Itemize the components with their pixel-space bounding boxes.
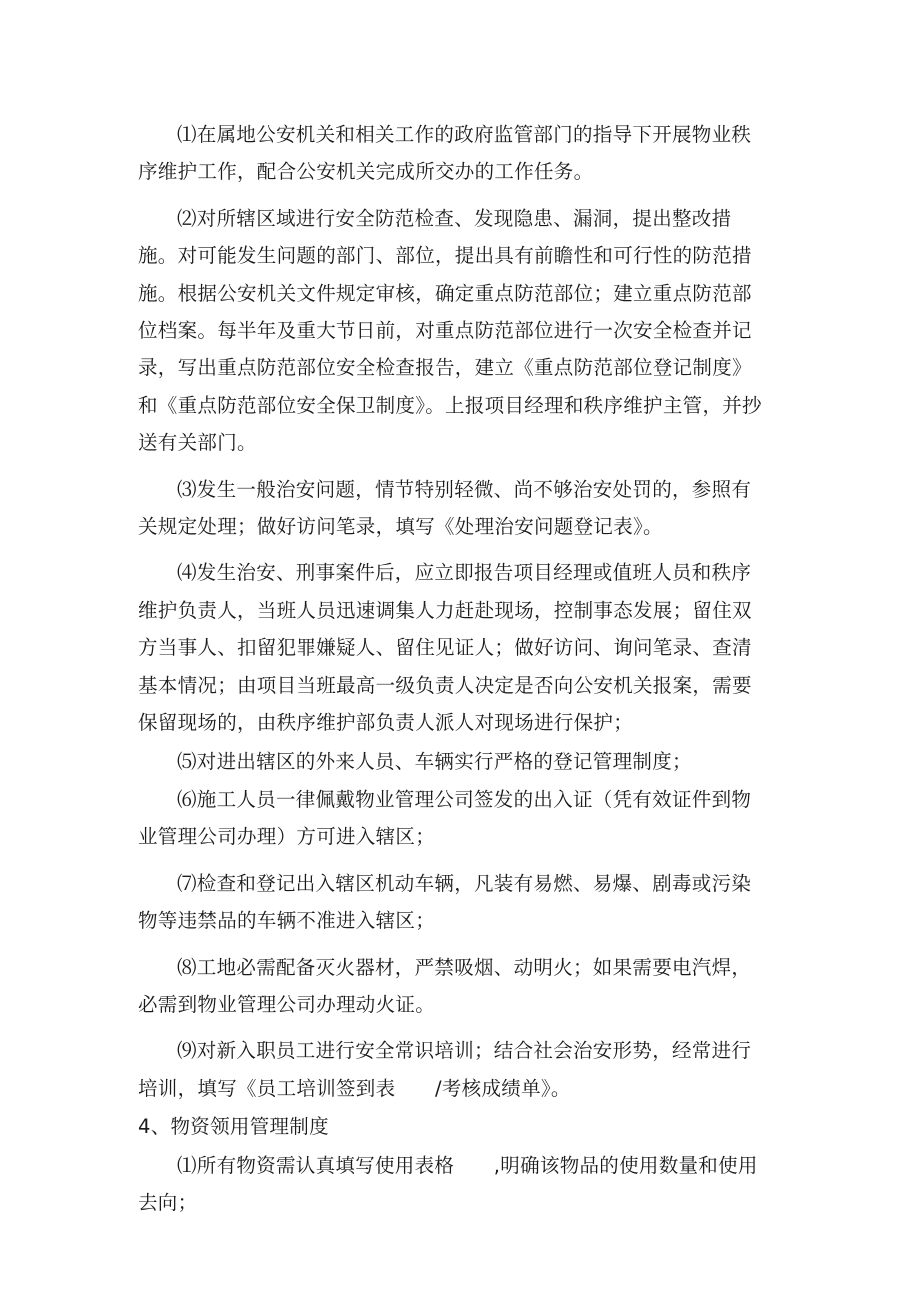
paragraph-item-5: ⑸对进出辖区的外来人员、车辆实行严格的登记管理制度；: [177, 749, 692, 773]
section-heading: 4、物资领用管理制度: [138, 1115, 329, 1139]
paragraph-item-4: ⑷发生治安、刑事案件后，应立即报告项目经理或值班人员和秩序维护负责人，当班人员迅速调集人力赶赴现场，控制事态发展；留住双方当事人、扣留犯罪嫌疑人、留住见证人；做好访问、询问笔录、查清基本情况；由项目当班最高一级负责人决定是否向公安机关报案，需要保留现场的，由秩序维护部负责人派人对现场进行保护；: [138, 561, 752, 735]
document-body: [138, 116, 766, 1230]
paragraph-item-3: ⑶发生一般治安问题，情节特别轻微、尚不够治安处罚的，参照有关规定处理；做好访问笔录，填写《处理治安问题登记表》。: [138, 477, 752, 539]
paragraph-item-7: ⑺检查和登记出入辖区机动车辆，凡装有易燃、易爆、剧毒或污染物等违禁品的车辆不准进入辖区；: [138, 871, 752, 933]
paragraph-item-10: ⑴所有物资需认真填写使用表格 ,明确该物品的使用数量和使用去向；: [138, 1153, 758, 1214]
paragraph-item-1: ⑴在属地公安机关和相关工作的政府监管部门的指导下开展物业秩序维护工作，配合公安机关完成所交办的工作任务。: [138, 123, 752, 184]
paragraph-item-6: ⑹施工人员一律佩戴物业管理公司签发的出入证（凭有效证件到物业管理公司办理）方可进入辖区；: [138, 787, 752, 849]
paragraph-item-2: ⑵对所辖区域进行安全防范检查、发现隐患、漏洞，提出整改措施。对可能发生问题的部门、部位，提出具有前瞻性和可行性的防范措施。根据公安机关文件规定审核，确定重点防范部位；建立重点防范部位档案。每半年及重大节日前，对重点防范部位进行一次安全检查并记录，写出重点防范部位安全检查报告，建立《重点防范部位登记制度》和《重点防范部位安全保卫制度》。上报项目经理和秩序维护主管，并抄送有关部门。: [138, 206, 762, 455]
paragraph-item-8: ⑻工地必需配备灭火器材，严禁吸烟、动明火；如果需要电汽焊，必需到物业管理公司办理动火证。: [138, 955, 752, 1016]
paragraph-item-9: ⑼对新入职员工进行安全常识培训；结合社会治安形势，经常进行培训，填写《员工培训签到表 /考核成绩单》。: [138, 1039, 752, 1100]
